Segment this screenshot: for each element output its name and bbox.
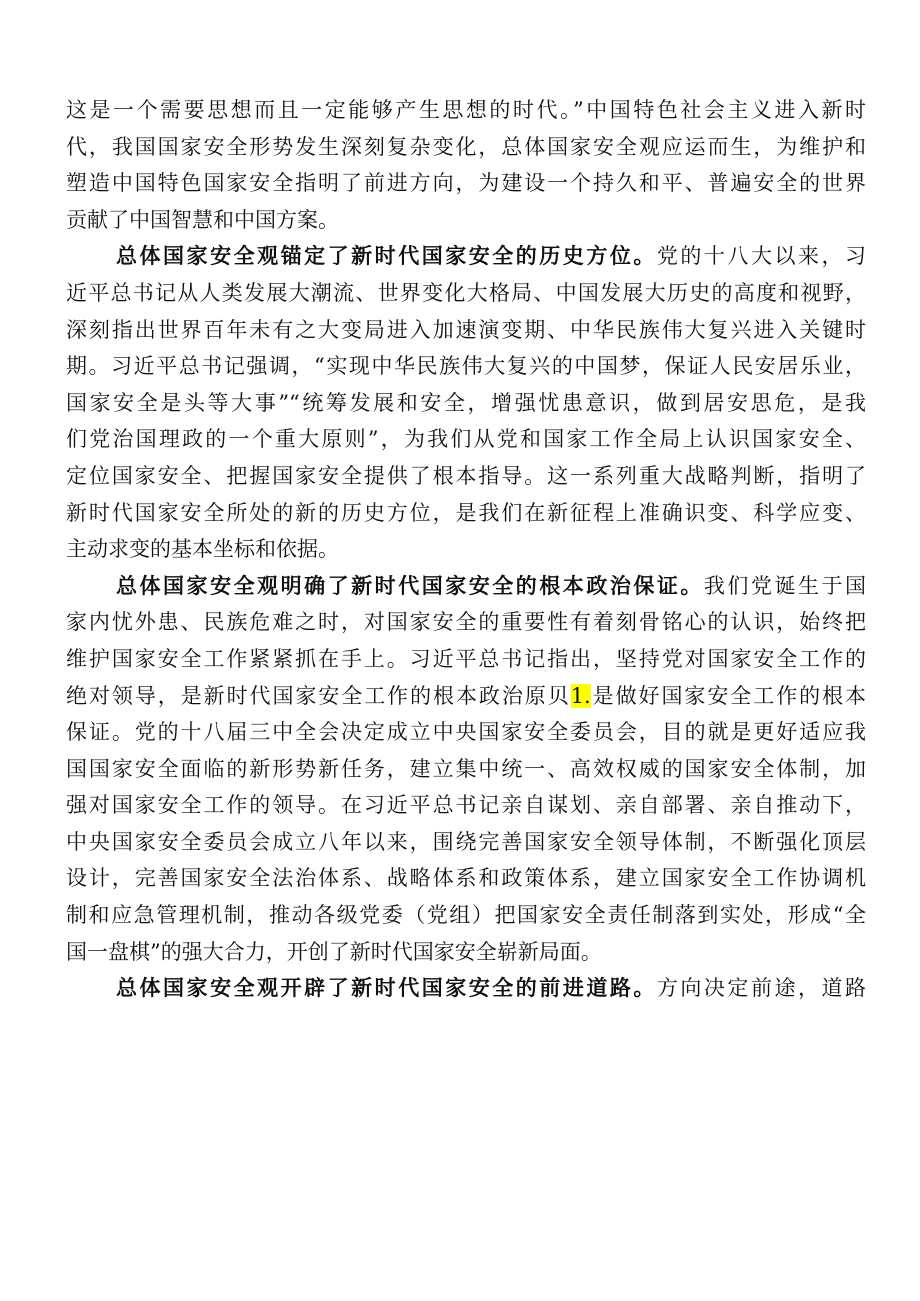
text-line: 深刻指出世界百年未有之大变局进入加速演变期、中华民族伟大复兴进入关键时: [66, 317, 866, 342]
paragraph: [66, 238, 866, 567]
text-line: 家内忧外患、民族危难之时，对国家安全的重要性有着刻骨铭心的认识，始终把: [66, 610, 866, 635]
text-line: 国一盘棋”的强大合力，开创了新时代国家安全崭新局面。: [66, 939, 602, 964]
text-line: 们党治国理政的一个重大原则”，为我们从党和国家工作全局上认识国家安全、: [66, 427, 866, 452]
text-run: 党的十八大以来，习: [656, 244, 866, 269]
highlighted-text: 1.: [570, 683, 591, 708]
text-line: 国国家安全面临的新形势新任务，建立集中统一、高效权威的国家安全体制，加: [66, 756, 866, 781]
paragraph: [66, 92, 866, 238]
text-line: 新时代国家安全所处的新的历史方位，是我们在新征程上准确识变、科学应变、: [66, 500, 866, 525]
text-line: 代，我国国家安全形势发生深刻复杂变化，总体国家安全观应运而生，为维护和: [66, 134, 866, 159]
text-line: [66, 970, 866, 1007]
text-line: [66, 568, 866, 605]
paragraph-heading: 总体国家安全观明确了新时代国家安全的根本政治保证。: [116, 573, 704, 598]
paragraph-heading: 总体国家安全观锚定了新时代国家安全的历史方位。: [116, 244, 657, 269]
text-line: 贡献了中国智慧和中国方案。: [66, 207, 339, 232]
text-line: 定位国家安全、把握国家安全提供了根本指导。这一系列重大战略判断，指明了: [66, 463, 866, 488]
text-run: 方向决定前途，道路: [656, 976, 866, 1001]
text-line: 塑造中国特色国家安全指明了前进方向，为建设一个持久和平、普遍安全的世界: [66, 171, 866, 196]
paragraph: [66, 568, 866, 971]
text-line: 维护国家安全工作紧紧抓在手上。习近平总书记指出，坚持党对国家安全工作的: [66, 646, 866, 671]
paragraph: [66, 970, 866, 1007]
paragraph-heading: 总体国家安全观开辟了新时代国家安全的前进道路。: [116, 976, 657, 1001]
text-line: 强对国家安全工作的领导。在习近平总书记亲自谋划、亲自部署、亲自推动下，: [66, 793, 866, 818]
text-line: 设计，完善国家安全法治体系、战略体系和政策体系，建立国家安全工作协调机: [66, 866, 866, 891]
text-line: 主动求变的基本坐标和依据。: [66, 537, 339, 562]
text-run: 绝对领导，是新时代国家安全工作的根本政治原贝: [66, 683, 571, 708]
text-run: 是做好国家安全工作的根本: [590, 683, 866, 708]
text-line: 中央国家安全委员会成立八年以来，围绕完善国家安全领导体制，不断强化顶层: [66, 829, 866, 854]
document-page: [66, 92, 866, 1007]
text-line: 制和应急管理机制，推动各级党委（党组）把国家安全责任制落到实处，形成“全: [66, 903, 866, 928]
text-line: 这是一个需要思想而且一定能够产生思想的时代。”中国特色社会主义进入新时: [66, 98, 866, 122]
text-run: 我们党诞生于国: [703, 573, 866, 598]
text-line: [66, 238, 866, 275]
text-line: 保证。党的十八届三中全会决定成立中央国家安全委员会，目的就是更好适应我: [66, 720, 866, 745]
text-line: 期。习近平总书记强调，“实现中华民族伟大复兴的中国梦，保证人民安居乐业，: [66, 354, 866, 379]
text-line: [66, 678, 866, 715]
text-line: 近平总书记从人类发展大潮流、世界变化大格局、中国发展大历史的高度和视野，: [66, 280, 866, 305]
text-line: 国家安全是头等大事”“统筹发展和安全，增强忧患意识，做到居安思危，是我: [66, 390, 866, 415]
